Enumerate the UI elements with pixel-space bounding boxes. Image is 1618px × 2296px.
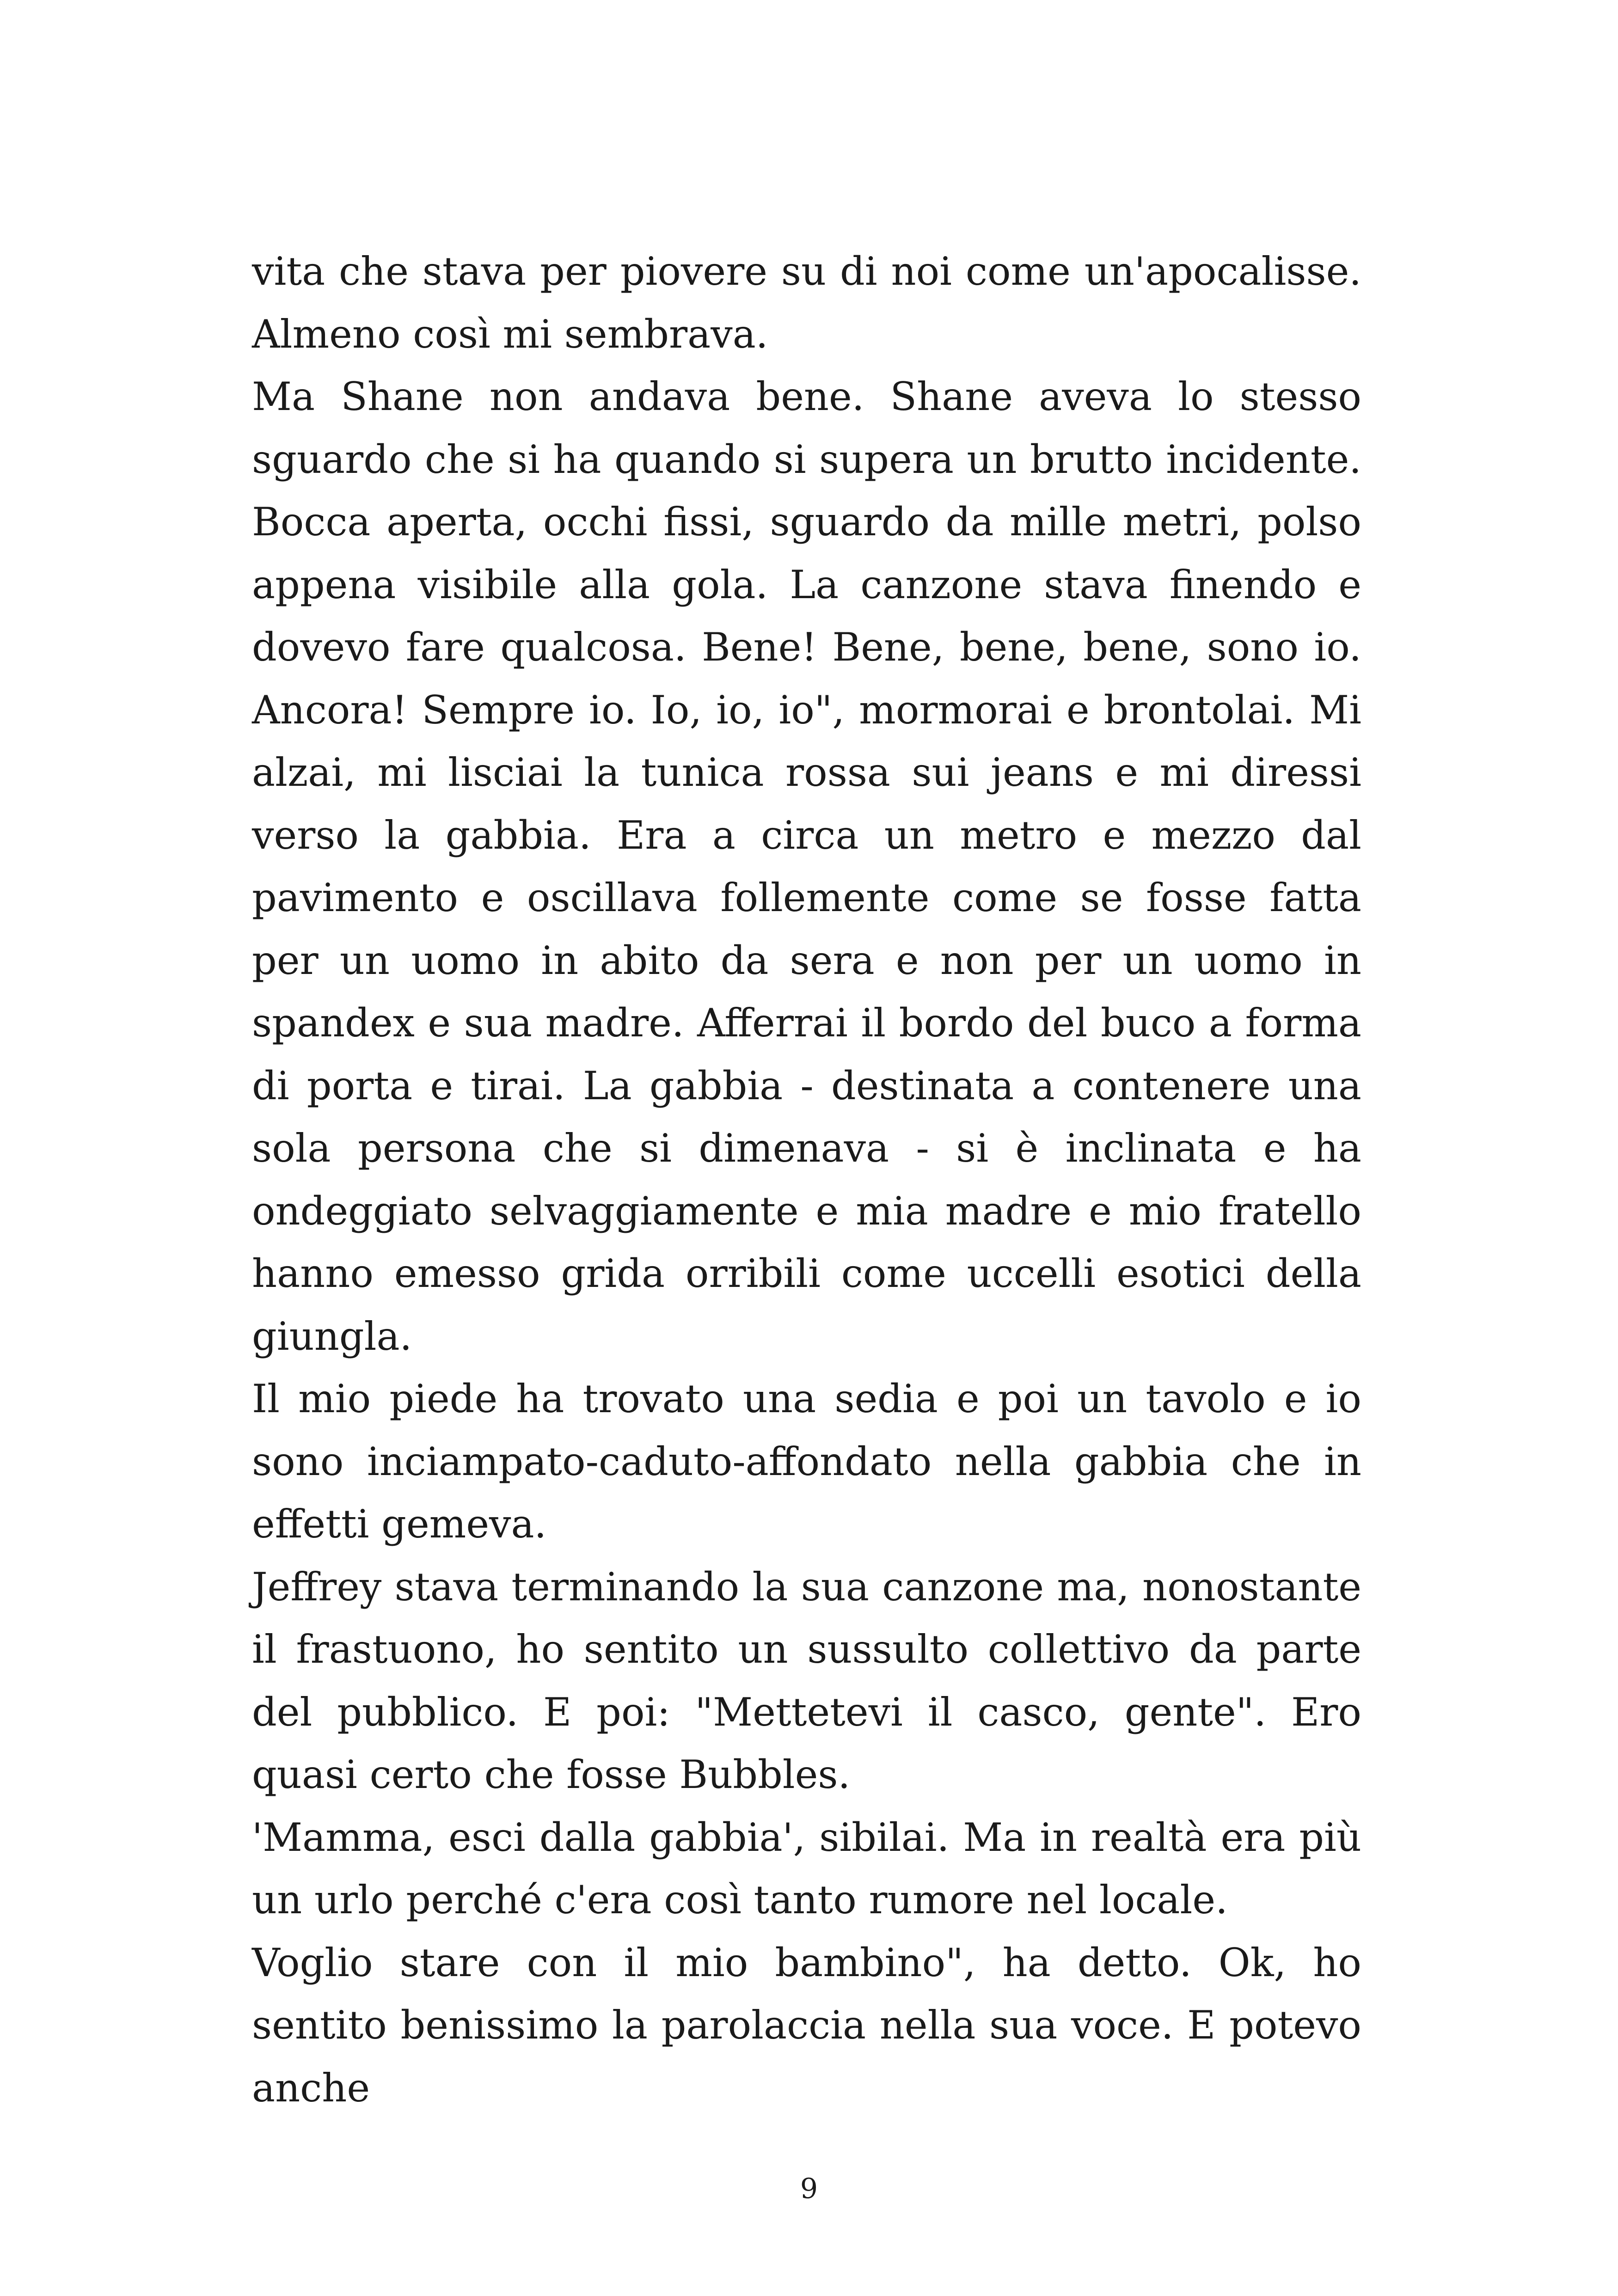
paragraph: 'Mamma, esci dalla gabbia', sibilai. Ma in realtà era più un urlo perché c'era così tanto rumore nel locale. xyxy=(252,1814,1361,1923)
paragraph: Ma Shane non andava bene. Shane aveva lo stesso sguardo che si ha quando si supera un brutto incidente. Bocca aperta, occhi fissi, sguardo da mille metri, polso appena visibile alla gola. La canzone stava finendo e dovevo fare qualcosa. Bene! Bene, bene, bene, sono io. Ancora! Sempre io. Io, io, io", mormorai e brontolai. Mi alzai, mi lisciai la tunica rossa sui jeans e mi diressi verso la gabbia. Era a circa un metro e mezzo dal pavimento e oscillava follemente come se fosse fatta per un uomo in abito da sera e non per un uomo in spandex e sua madre. Afferrai il bordo del buco a forma di porta e tirai. La gabbia - destinata a contenere una sola persona che si dimenava - si è inclinata e ha ondeggiato selvaggiamente e mia madre e mio fratello hanno emesso grida orribili come uccelli esotici della giungla. xyxy=(252,374,1361,1359)
paragraph: Il mio piede ha trovato una sedia e poi un tavolo e io sono inciampato-caduto-affondato nella gabbia che in effetti gemeva. xyxy=(252,1376,1361,1547)
paragraph: Jeffrey stava terminando la sua canzone ma, nonostante il frastuono, ho sentito un sussulto collettivo da parte del pubblico. E poi: "Mettetevi il casco, gente". Ero quasi certo che fosse Bubbles. xyxy=(252,1564,1361,1797)
page-number: 9 xyxy=(800,2173,818,2205)
paragraph: vita che stava per piovere su di noi come un'apocalisse. Almeno così mi sembrava. xyxy=(252,249,1361,357)
body-text xyxy=(252,240,1361,2119)
paragraph: Voglio stare con il mio bambino", ha detto. Ok, ho sentito benissimo la parolaccia nella sua voce. E potevo anche xyxy=(252,1940,1361,2111)
